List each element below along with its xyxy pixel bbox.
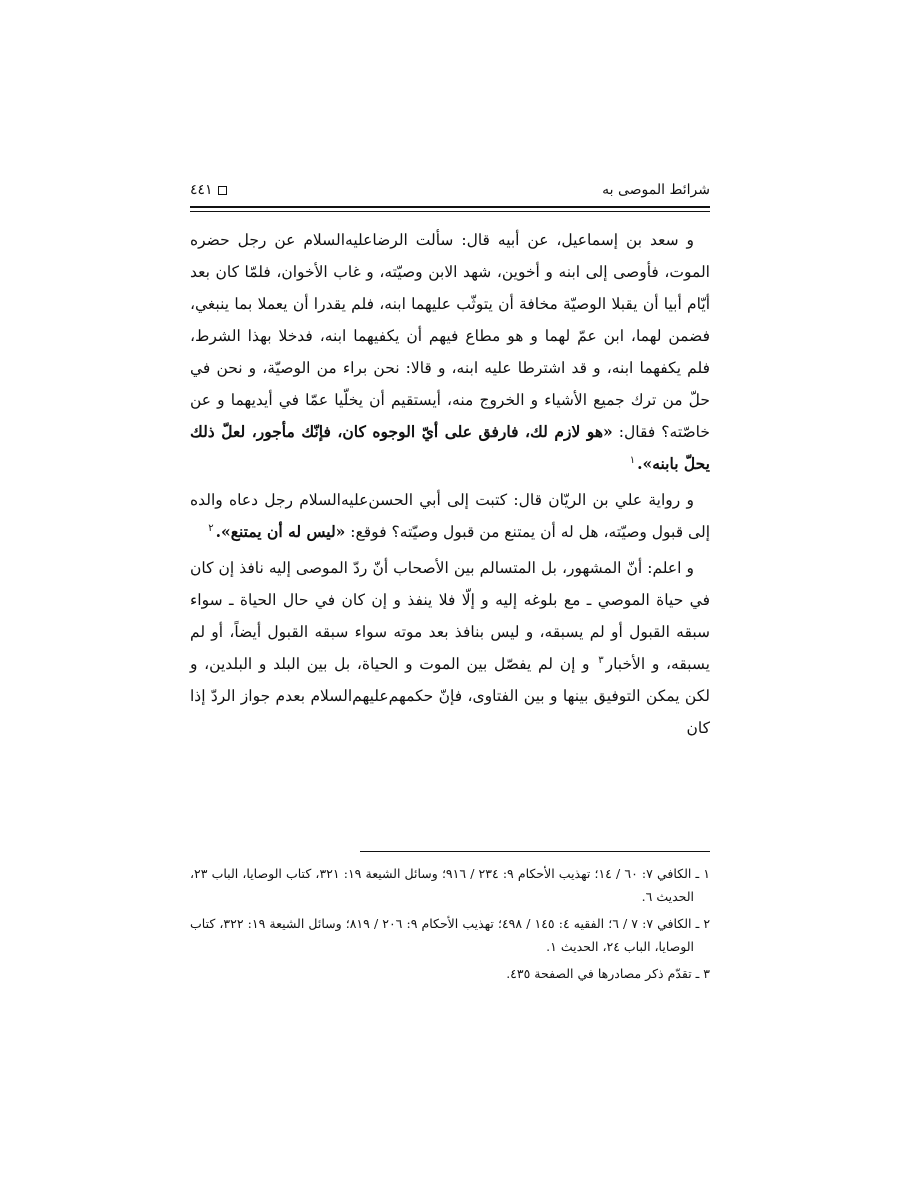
square-icon [218,186,227,195]
footnote-separator [360,851,710,852]
footnote-3: ٣ ـ تقدّم ذكر مصادرها في الصفحة ٤٣٥. [506,966,710,981]
footnotes [190,862,710,989]
footnote-ref-2[interactable]: ٢ [208,522,214,534]
book-page [190,168,710,1118]
paragraph-2-text: و رواية علي بن الريّان قال: كتبت إلى أبي الحسن‌عليه‌السلام رجل دعاه والده إلى قبول وصيّته، هل له أن يمتنع من قبول وصيّته؟ فوقع: [190,491,710,541]
paragraph-2-quote: «ليس له أن يمتنع». [215,522,346,541]
footnote-ref-3[interactable]: ٣ [598,654,604,666]
footnote-2: ٢ ـ الكافي ٧: ٧ / ٦؛ الفقيه ٤: ١٤٥ / ٤٩٨؛ تهذيب الأحكام ٩: ٢٠٦ / ٨١٩؛ وسائل الشيعة ١٩: ٣٢٢، كتاب الوصايا، الباب ٢٤، الحديث ١. [190,916,711,954]
paragraph-2 [190,484,710,548]
paragraph-1-quote: «هو لازم لك، فارفق على أيّ الوجوه كان، فإنّك مأجور، لعلّ ذلك يحلّ بابنه». [190,422,710,473]
running-header [190,178,710,202]
page-number: ٤٤١ [190,182,213,198]
header-rule-thin [190,211,710,212]
paragraph-1 [190,224,710,480]
header-rule-thick [190,206,710,208]
main-text [190,224,710,748]
footnote-1: ١ ـ الكافي ٧: ٦٠ / ١٤؛ تهذيب الأحكام ٩: ٢٣٤ / ٩١٦؛ وسائل الشيعة ١٩: ٣٢١، كتاب الوصايا، الباب ٢٣، الحديث ٦. [190,866,710,904]
page-number-group [190,182,227,198]
chapter-title: شرائط الموصى به [602,182,710,198]
footnote-ref-1[interactable]: ١ [629,454,636,466]
paragraph-1-text: و سعد بن إسماعيل، عن أبيه قال: سألت الرضاعليه‌السلام عن رجل حضره الموت، فأوصى إلى ابنه و أخوين، شهد الابن وصيّته، و غاب الأخوان، فلمّا كان بعد أيّام أبيا أن يقبلا الوصيّة مخافة أن يتوثّب عليهما ابنه، فلم يقدرا أن يعملا بما ينبغي، فضمن لهما، ابن عمّ لهما و هو مطاع فيهم أن يكفيهما ابنه، فدخلا بهذا الشرط، فلم يكفهما ابنه، و قد اشترطا عليه ابنه، و قالا: نحن براء من الوصيّة، و نحن في حلّ من ترك جميع الأشياء و الخروج منه، أيستقيم أن يخلّيا عمّا في أيديهما و عن خاصّته؟ فقال: [190,231,710,441]
paragraph-3-text-b: و إن لم يفصّل بين الموت و الحياة، بل بين البلد و البلدين، و لكن يمكن التوفيق بينها و بين الفتاوى، فإنّ حكمهم‌عليهم‌السلام بعدم جواز الردّ إذا كان [190,655,710,737]
paragraph-3 [190,552,710,744]
paragraph-3-text-a: و اعلم: أنّ المشهور، بل المتسالم بين الأصحاب أنّ ردّ الموصى إليه نافذ إن كان في حياة الموصي ـ مع بلوغه إليه و إلّا فلا ينفذ و إن كان في حال الحياة ـ سواء سبقه القبول أو لم يسبقه، و ليس بنافذ بعد موته سواء سبقه القبول أيضاً، أو لم يسبقه، و الأخبار [190,559,710,673]
